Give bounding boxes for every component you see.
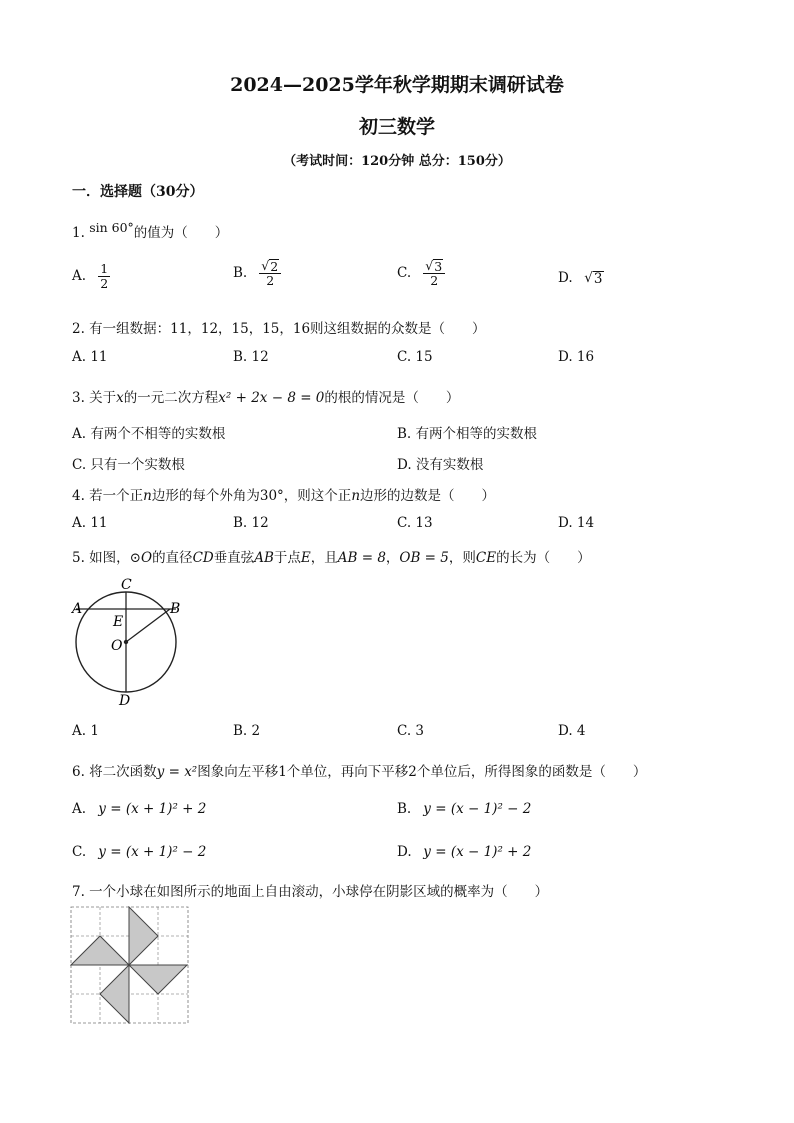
variable: x [116, 390, 124, 406]
q1-option-a[interactable] [72, 262, 110, 292]
exam-subtitle: 初三数学 [358, 116, 435, 138]
shaded-triangles [71, 907, 187, 1023]
option-label: C. [397, 265, 412, 282]
variable: O [140, 550, 153, 566]
q3-option-a[interactable]: A. 有两个不相等的实数根 [72, 426, 226, 442]
radicand: 2 [270, 259, 279, 275]
variable: n [143, 488, 152, 504]
question-text: 的值为（ ） [133, 225, 229, 241]
sin-expression: sin 60° [89, 220, 134, 235]
center-point [124, 640, 128, 644]
shaded-triangle-left [71, 936, 129, 965]
option-expression: y = (x − 1)² + 2 [423, 844, 532, 860]
option-label: A. [72, 268, 87, 285]
radicand: 3 [434, 259, 443, 275]
question-4 [72, 484, 495, 504]
fraction [259, 259, 281, 289]
q4-option-c[interactable]: C. 13 [397, 515, 433, 531]
condition: OB = 5 [399, 550, 449, 566]
fraction [423, 259, 445, 289]
option-label: D. [558, 270, 573, 286]
denominator: 2 [430, 273, 439, 289]
q2-option-a[interactable]: A. 11 [72, 349, 108, 365]
question-number: 1. [72, 225, 85, 241]
q6-option-d[interactable] [397, 844, 531, 860]
denominator: 2 [266, 273, 275, 289]
sqrt: √ 2 [261, 258, 279, 275]
question-text: 3. 关于 [72, 390, 117, 406]
q4-option-d[interactable]: D. 14 [558, 515, 595, 531]
numerator: 1 [100, 261, 109, 276]
label-d: D [119, 693, 131, 709]
variable: CD [192, 550, 214, 566]
question-text: 的根的情况是（ ） [324, 390, 460, 406]
question-7: 7. 一个小球在如图所示的地面上自由滚动，小球停在阴影区域的概率为（ ） [72, 884, 549, 900]
q5-option-d[interactable]: D. 4 [558, 723, 586, 739]
q1-option-d[interactable] [558, 270, 604, 286]
q3-option-d[interactable]: D. 没有实数根 [397, 457, 484, 473]
q6-option-a[interactable] [72, 801, 206, 817]
variable: E [300, 550, 311, 566]
q1-option-c[interactable] [397, 259, 445, 289]
q5-option-b[interactable]: B. 2 [233, 723, 261, 739]
question-text: 边形的每个外角为30°，则这个正 [151, 488, 352, 504]
question-text: 5. 如图，⊙ [72, 550, 141, 566]
option-label: A. [72, 801, 87, 817]
sqrt: √ 3 [584, 270, 603, 287]
q6-option-b[interactable] [397, 801, 531, 817]
radicand: 3 [593, 270, 603, 287]
q3-option-b[interactable]: B. 有两个相等的实数根 [397, 426, 538, 442]
q6-option-c[interactable] [72, 844, 206, 860]
question-text: 4. 若一个正 [72, 488, 144, 504]
pinwheel-grid-figure [70, 906, 190, 1024]
variable: AB [254, 550, 274, 566]
question-text: 于点 [273, 550, 301, 566]
q5-option-c[interactable]: C. 3 [397, 723, 425, 739]
q2-option-d[interactable]: D. 16 [558, 349, 595, 365]
question-text: ，则 [448, 550, 476, 566]
shaded-triangle-right [129, 965, 187, 994]
option-label: C. [72, 844, 87, 860]
fraction [98, 262, 110, 292]
option-expression: y = (x + 1)² + 2 [98, 801, 207, 817]
exam-info: （考试时间：120分钟 总分：150分） [283, 154, 511, 169]
variable: CE [475, 550, 497, 566]
section-heading: 一．选择题（30分） [72, 184, 204, 200]
label-b: B [170, 601, 181, 617]
question-1 [72, 221, 228, 241]
question-text: 边形的边数是（ ） [360, 488, 496, 504]
option-label: B. [397, 801, 412, 817]
question-text: 6. 将二次函数 [72, 764, 157, 780]
question-text: 的长为（ ） [496, 550, 591, 566]
question-6 [72, 760, 646, 780]
question-3 [72, 386, 459, 406]
question-2: 2. 有一组数据：11，12，15，15，16则这组数据的众数是（ ） [72, 321, 486, 337]
variable: n [351, 488, 361, 504]
q5-option-a[interactable]: A. 1 [72, 723, 99, 739]
question-text: 的一元二次方程 [123, 390, 219, 406]
shaded-triangle-bottom [100, 965, 129, 1023]
label-e: E [113, 614, 124, 630]
denominator: 2 [100, 276, 109, 292]
question-text: 图象向左平移1个单位，再向下平移2个单位后，所得图象的函数是（ ） [197, 764, 647, 780]
question-text: 垂直弦 [213, 550, 255, 566]
q1-option-b[interactable] [233, 259, 281, 289]
question-text: ， [385, 550, 400, 566]
question-5 [72, 546, 591, 566]
option-label: D. [397, 844, 412, 860]
label-o: O [111, 638, 123, 654]
equation: x² + 2x − 8 = 0 [218, 390, 325, 406]
shaded-triangle-top [129, 907, 158, 965]
question-text: ，且 [310, 550, 338, 566]
radius-ob [126, 609, 170, 642]
q3-option-c[interactable]: C. 只有一个实数根 [72, 457, 185, 473]
circle-figure [62, 572, 192, 712]
label-a: A [72, 601, 83, 617]
option-expression: y = (x − 1)² − 2 [423, 801, 532, 817]
condition: AB = 8 [337, 550, 386, 566]
q4-option-b[interactable]: B. 12 [233, 515, 269, 531]
q2-option-b[interactable]: B. 12 [233, 349, 269, 365]
option-expression: y = (x + 1)² − 2 [98, 844, 207, 860]
label-c: C [121, 577, 132, 593]
sqrt: √ 3 [425, 258, 443, 275]
exam-title: 2024—2025学年秋学期期末调研试卷 [230, 74, 564, 96]
function-expression: y = x² [156, 764, 198, 780]
q4-option-a[interactable]: A. 11 [72, 515, 108, 531]
q2-option-c[interactable]: C. 15 [397, 349, 433, 365]
option-label: B. [233, 265, 248, 282]
question-text: 的直径 [152, 550, 193, 566]
